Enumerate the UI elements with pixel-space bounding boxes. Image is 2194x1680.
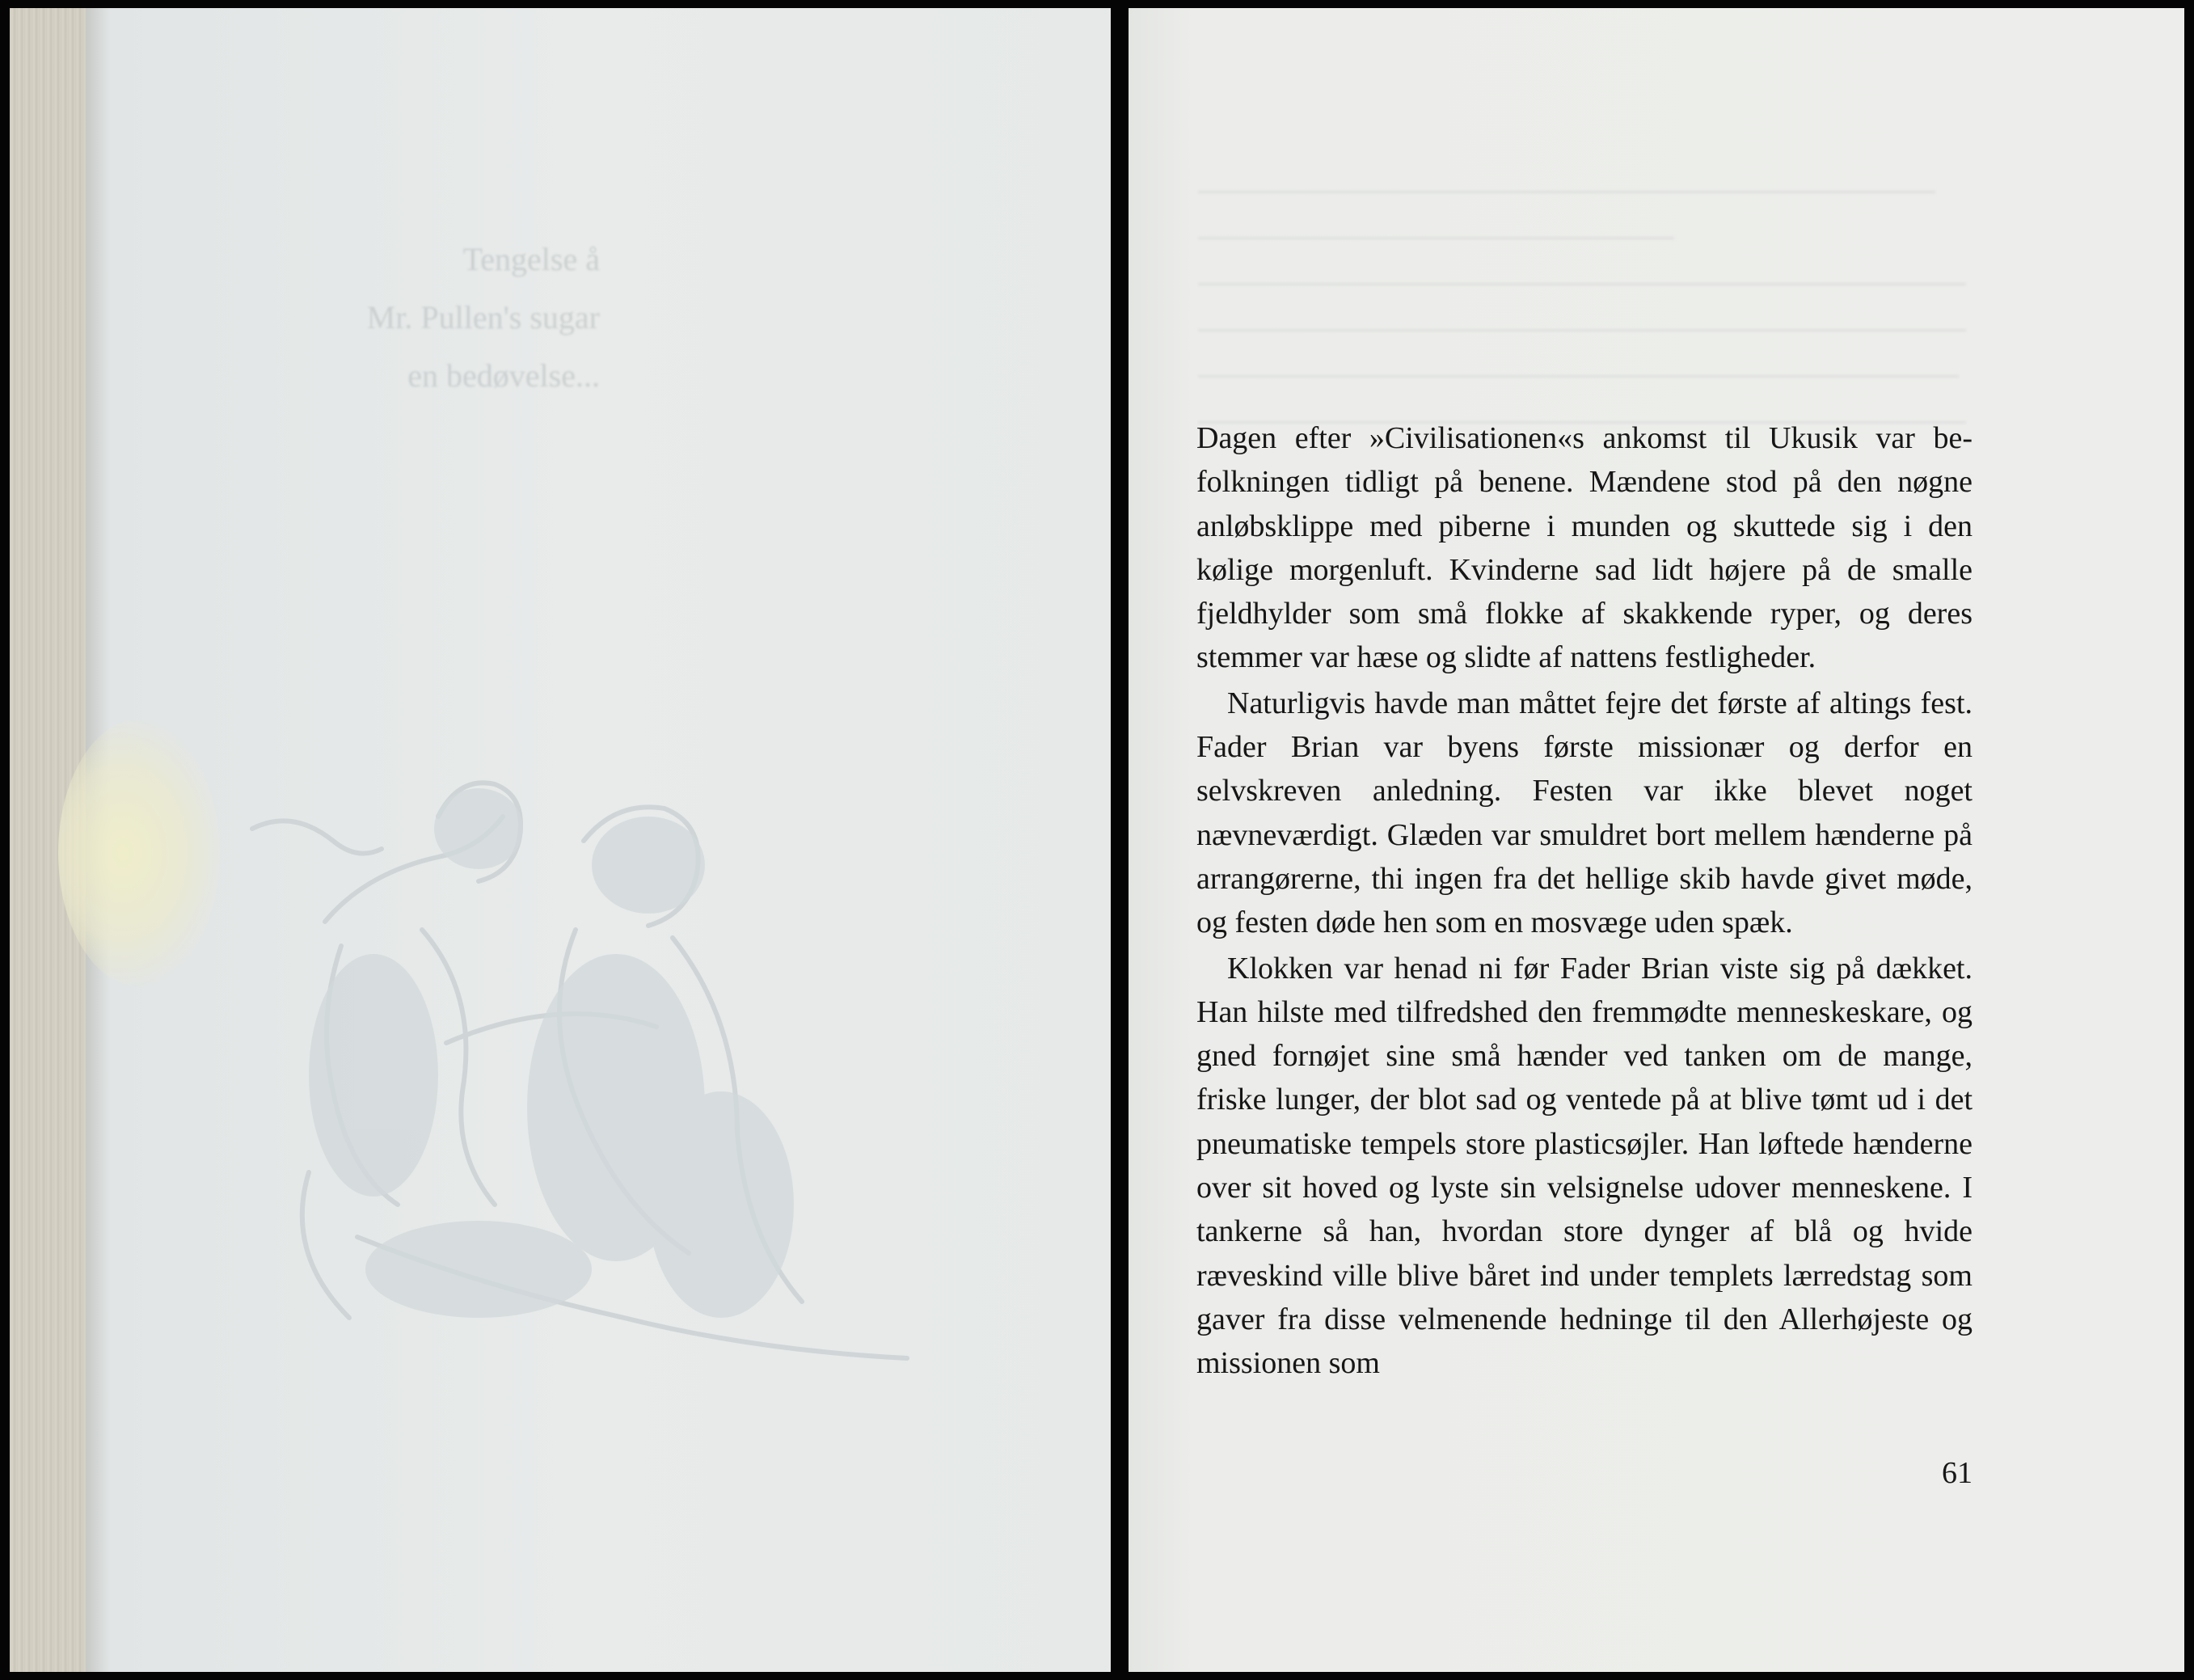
light-glare (58, 720, 220, 986)
bleed-through-line: Mr. Pullen's sugar (366, 299, 600, 336)
body-text (1196, 416, 1972, 1387)
bleed-through-illustration (236, 752, 964, 1439)
right-page (1129, 8, 2184, 1672)
bleed-through-ghost-text (1198, 152, 1966, 424)
paragraph: Klokken var henad ni før Fader Brian viste sig på dækket. Han hilste med tilfredshed den fremmødte menneskeskare, og gned fornøjet sine små hænder ved tanken om de mange, friske lunger, der blot sad og ventede på at blive tømt ud i det pneumatiske tempels store plasticsøjler. Han løftede hænderne over sit hoved og lyste sin velsignelse udover menneskene. I tankerne så han, hvordan store dynger af blå og hvide ræveskind ville blive båret ind under templets lærredstag som gaver fra disse velmenende hedninge til den Allerhøjeste og missionen som (1196, 951, 1972, 1381)
bleed-through-line: Tengelse å (462, 241, 600, 277)
paragraph: Dagen efter »Civilisationen«s ankomst til Ukusik var befolkningen tidligt på benene. Mændene stod på den nøgne anløbsklippe med piberne i munden og skuttede sig i den kølige morgenluft. Kvinderne sad lidt højere på de smalle fjeldhylder som små flokke af skakkende ryper, og deres stemmer var hæse og slidte af nattens festligheder. (1196, 421, 1972, 675)
paragraph: Naturligvis havde man måttet fejre det første af altings fest. Fader Brian var byens første missionær og derfor en selvskreven anledning. Festen var ikke blevet noget nævneværdigt. Glæden var smuldret bort mellem hænderne på arrangørerne, thi ingen fra det hellige skib havde givet møde, og festen døde hen som en mosvæge uden spæk. (1196, 686, 1972, 940)
bleed-through-line: en bedøvelse... (407, 357, 600, 394)
left-page (10, 8, 1111, 1672)
page-number: 61 (1942, 1456, 1972, 1490)
bleed-through-text (276, 230, 600, 405)
